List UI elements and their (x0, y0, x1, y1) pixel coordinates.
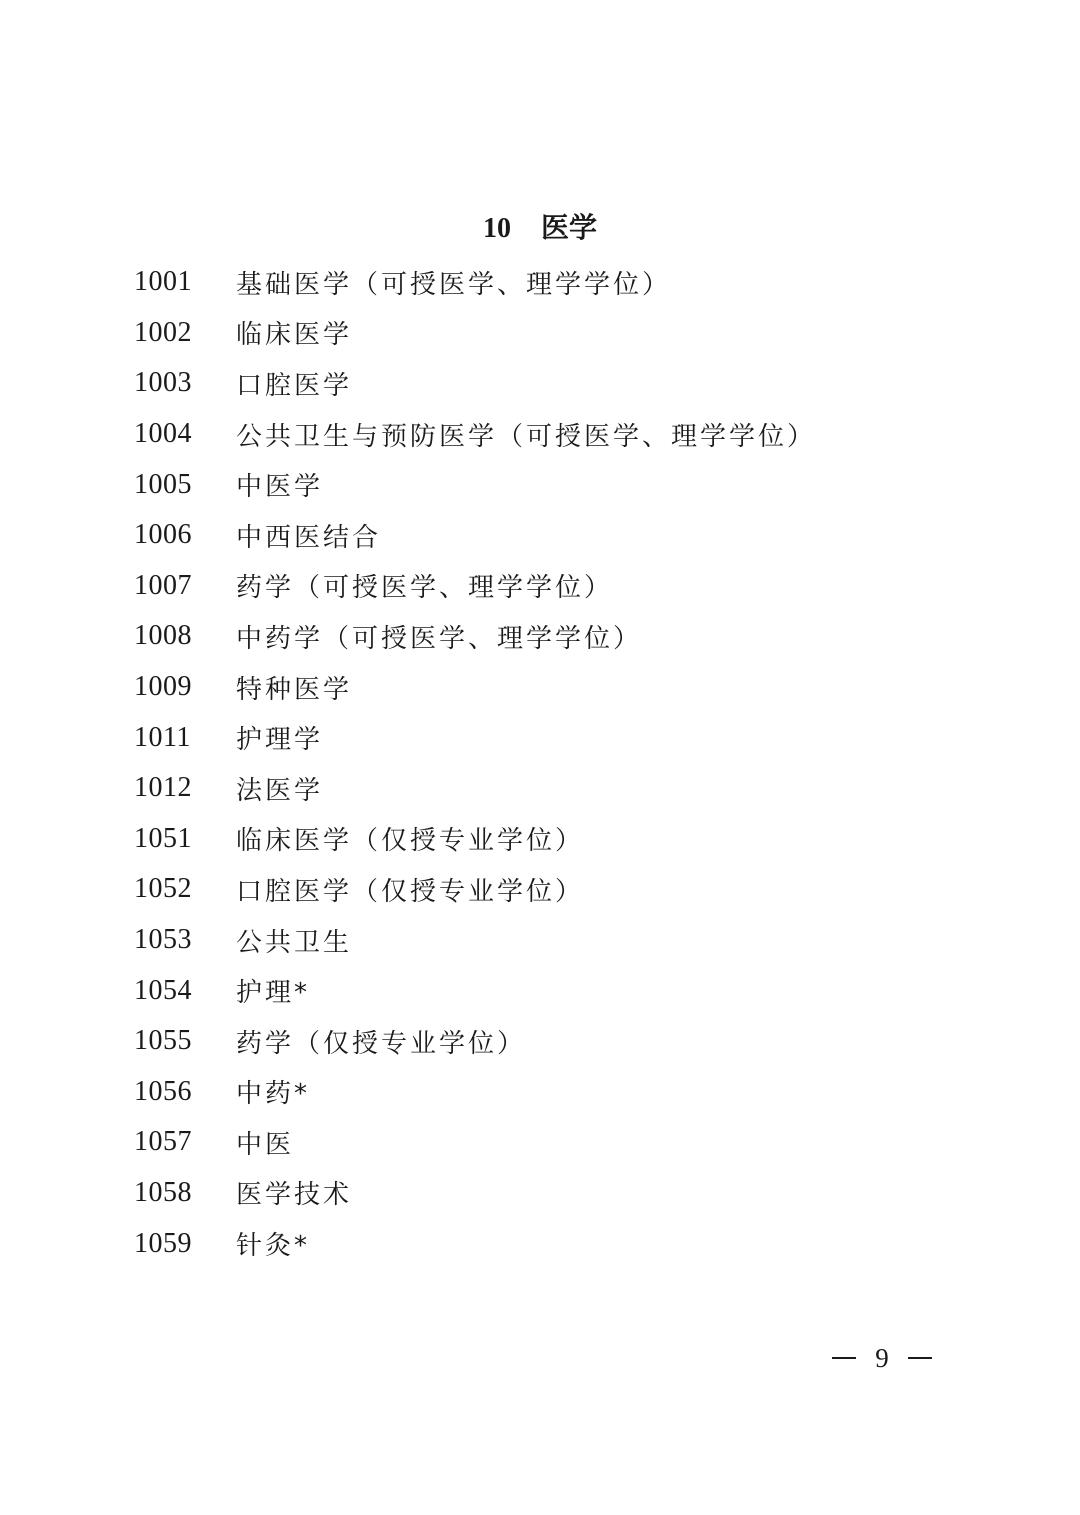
discipline-code: 1007 (134, 569, 192, 601)
page-number-dash-right (908, 1357, 932, 1359)
discipline-row (134, 358, 954, 409)
discipline-name: 基础医学（可授医学、理学学位） (236, 269, 672, 300)
discipline-name: 中医 (236, 1129, 295, 1160)
discipline-code: 1004 (134, 418, 192, 450)
discipline-row (134, 1067, 954, 1118)
page-number-dash-left (832, 1357, 856, 1359)
discipline-name: 公共卫生与预防医学（可授医学、理学学位） (236, 421, 817, 452)
discipline-code: 1008 (134, 620, 192, 652)
discipline-name: 中药* (236, 1079, 311, 1110)
discipline-row (134, 1218, 954, 1269)
discipline-row (134, 1168, 954, 1219)
discipline-row (134, 1117, 954, 1168)
discipline-row (134, 814, 954, 865)
discipline-name: 药学（可授医学、理学学位） (236, 573, 614, 604)
discipline-row (134, 915, 954, 966)
discipline-code: 1006 (134, 519, 192, 551)
discipline-code: 1057 (134, 1126, 192, 1158)
discipline-code: 1009 (134, 671, 192, 703)
discipline-name: 口腔医学（仅授专业学位） (236, 876, 585, 907)
section-heading (0, 206, 1080, 251)
page-number (832, 1338, 932, 1378)
discipline-code: 1002 (134, 316, 192, 348)
discipline-name: 中西医结合 (236, 522, 382, 553)
discipline-name: 中药学（可授医学、理学学位） (236, 623, 643, 654)
discipline-row (134, 662, 954, 713)
section-code: 10 (482, 213, 511, 244)
discipline-name: 药学（仅授专业学位） (236, 1028, 527, 1059)
discipline-code: 1058 (134, 1176, 192, 1208)
discipline-code: 1011 (134, 721, 191, 753)
discipline-code: 1012 (134, 772, 192, 804)
discipline-code: 1054 (134, 974, 192, 1006)
discipline-name: 医学技术 (236, 1180, 353, 1211)
page-number-value: 9 (875, 1342, 889, 1373)
discipline-name: 法医学 (236, 775, 324, 806)
discipline-row (134, 561, 954, 612)
discipline-code: 1059 (134, 1227, 192, 1259)
discipline-row (134, 308, 954, 359)
discipline-row (134, 1016, 954, 1067)
discipline-row (134, 864, 954, 915)
discipline-row (134, 712, 954, 763)
discipline-code: 1003 (134, 367, 192, 399)
discipline-name: 临床医学（仅授专业学位） (236, 826, 585, 857)
discipline-code: 1051 (134, 822, 192, 854)
discipline-name: 护理学 (236, 725, 324, 756)
discipline-row (134, 409, 954, 460)
discipline-name: 口腔医学 (236, 370, 353, 401)
discipline-code: 1052 (134, 873, 192, 905)
discipline-code: 1005 (134, 468, 192, 500)
discipline-name: 临床医学 (236, 320, 353, 351)
discipline-row (134, 257, 954, 308)
discipline-code: 1056 (134, 1075, 192, 1107)
discipline-row (134, 763, 954, 814)
discipline-row (134, 459, 954, 510)
discipline-code: 1053 (134, 924, 192, 956)
discipline-name: 护理* (236, 978, 311, 1009)
discipline-name: 中医学 (236, 472, 324, 503)
discipline-name: 公共卫生 (236, 927, 353, 958)
discipline-name: 针灸* (236, 1231, 311, 1262)
discipline-row (134, 965, 954, 1016)
discipline-code: 1001 (134, 266, 192, 298)
discipline-row (134, 510, 954, 561)
discipline-list (134, 257, 954, 1269)
discipline-name: 特种医学 (236, 674, 353, 705)
discipline-row (134, 611, 954, 662)
discipline-code: 1055 (134, 1025, 192, 1057)
section-title: 医学 (540, 211, 597, 244)
